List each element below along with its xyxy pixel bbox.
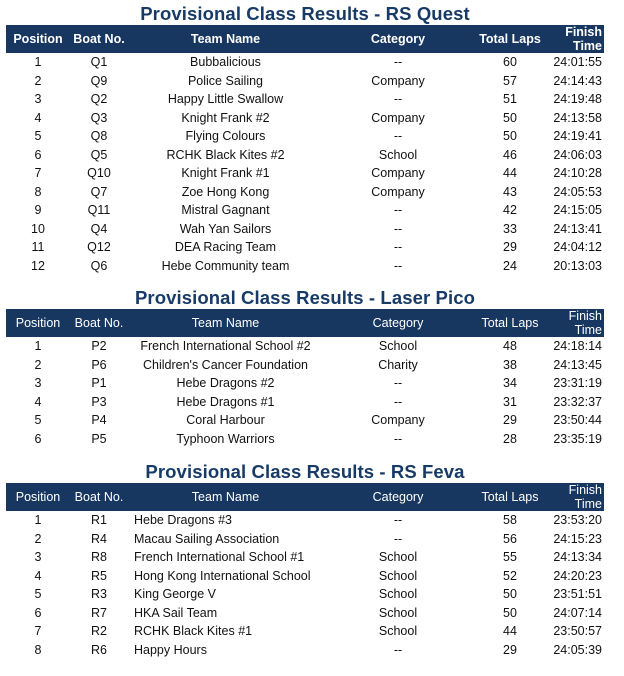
team-name-cell: Children's Cancer Foundation [143,357,308,372]
column-header-category: Category [372,490,424,504]
category-cell: -- [393,203,403,218]
category-cell: Company [371,166,425,181]
finish-time-cell: 23:31:19 [553,376,602,391]
total-laps-cell: 55 [503,550,517,565]
table-row [6,641,604,660]
boat-no-cell: R8 [91,550,107,565]
column-header-finish-time: Finish Time [568,309,602,337]
boat-no-cell: R4 [91,531,107,546]
team-name-cell: DEA Racing Team [174,240,277,255]
position-cell: 1 [34,55,42,70]
position-cell: 11 [31,240,45,255]
finish-time-cell: 24:13:45 [553,357,602,372]
position-cell: 3 [34,376,42,391]
column-header-total-laps: Total Laps [479,32,541,46]
team-name-cell: King George V [134,587,216,602]
position-cell: 7 [34,624,42,639]
table-row [6,72,604,91]
column-header-team-name: Team Name [191,490,260,504]
total-laps-cell: 42 [503,203,517,218]
total-laps-cell: 50 [503,587,517,602]
finish-time-cell: 24:15:23 [553,531,602,546]
boat-no-cell: Q5 [90,147,108,162]
rs-feva-results-section [6,461,604,659]
rs-quest-results-table [6,25,604,275]
table-row [6,511,604,530]
boat-no-cell: P6 [91,357,107,372]
table-row [6,146,604,165]
position-cell: 1 [34,513,42,528]
column-header-finish-time: Finish Time [565,25,602,53]
boat-no-cell: Q3 [90,110,108,125]
total-laps-cell: 58 [503,513,517,528]
category-cell: -- [393,513,403,528]
position-cell: 3 [34,92,42,107]
total-laps-cell: 24 [503,258,517,273]
category-cell: -- [393,394,403,409]
category-cell: -- [393,531,403,546]
finish-time-cell: 24:07:14 [553,605,602,620]
category-cell: School [378,624,418,639]
laser-pico-results-table [6,309,604,448]
team-name-cell: Knight Frank #2 [181,110,270,125]
team-name-cell: Happy Little Swallow [167,92,284,107]
column-header-total-laps: Total Laps [481,316,539,330]
table-row [6,220,604,239]
boat-no-cell: P1 [91,376,107,391]
position-cell: 3 [34,550,42,565]
total-laps-cell: 56 [503,531,517,546]
table-row [6,109,604,128]
table-row [6,585,604,604]
category-cell: Company [371,73,425,88]
finish-time-cell: 24:19:41 [553,129,602,144]
team-name-cell: Coral Harbour [186,413,265,428]
boat-no-cell: R2 [91,624,107,639]
team-name-cell: Hebe Community team [161,258,290,273]
boat-no-cell: P2 [91,339,107,354]
finish-time-cell: 24:01:55 [553,55,602,70]
table-row [6,393,604,412]
total-laps-cell: 46 [503,147,517,162]
table-row [6,622,604,641]
category-cell: -- [393,642,403,657]
table-row [6,567,604,586]
total-laps-cell: 60 [503,55,517,70]
finish-time-cell: 23:35:19 [553,431,602,446]
team-name-cell: Macau Sailing Association [134,531,280,546]
table-row [6,530,604,549]
table-row [6,548,604,567]
team-name-cell: French International School #1 [134,550,305,565]
column-header-category: Category [372,316,424,330]
column-header-position: Position [15,316,61,330]
table-row [6,53,604,72]
total-laps-cell: 29 [503,642,517,657]
boat-no-cell: Q1 [90,55,108,70]
position-cell: 4 [34,568,42,583]
column-header-finish-time: Finish Time [568,483,602,511]
category-cell: School [378,605,418,620]
team-name-cell: French International School #2 [140,339,311,354]
finish-time-cell: 24:10:28 [553,166,602,181]
team-name-cell: HKA Sail Team [134,605,218,620]
boat-no-cell: Q11 [87,203,111,218]
column-header-boat-no: Boat No. [73,32,125,46]
position-cell: 2 [34,73,42,88]
rs-feva-results-table [6,483,604,659]
finish-time-cell: 24:13:58 [553,110,602,125]
team-name-cell: Mistral Gagnant [181,203,270,218]
laser-pico-title: Provisional Class Results - Laser Pico [134,287,475,308]
table-header-row [6,483,604,511]
total-laps-cell: 29 [503,240,517,255]
finish-time-cell: 23:32:37 [553,394,602,409]
boat-no-cell: R5 [91,568,107,583]
column-header-team-name: Team Name [190,32,261,46]
table-row [6,356,604,375]
boat-no-cell: Q9 [90,73,108,88]
team-name-cell: RCHK Black Kites #2 [166,147,285,162]
boat-no-cell: Q8 [90,129,108,144]
team-name-cell: Flying Colours [185,129,266,144]
finish-time-cell: 24:04:12 [553,240,602,255]
column-header-total-laps: Total Laps [481,490,539,504]
table-row [6,430,604,449]
column-header-boat-no: Boat No. [74,490,124,504]
position-cell: 6 [34,605,42,620]
category-cell: Company [371,184,425,199]
position-cell: 8 [34,642,42,657]
total-laps-cell: 57 [503,73,517,88]
position-cell: 2 [34,357,42,372]
table-row [6,238,604,257]
total-laps-cell: 44 [503,624,517,639]
team-name-cell: Hebe Dragons #3 [134,513,232,528]
rs-feva-title: Provisional Class Results - RS Feva [145,461,465,482]
finish-time-cell: 24:06:03 [553,147,602,162]
column-header-boat-no: Boat No. [74,316,124,330]
position-cell: 5 [34,587,42,602]
category-cell: -- [393,55,403,70]
rs-quest-results-section [6,3,604,275]
category-cell: -- [393,431,403,446]
table-row [6,411,604,430]
table-header-row [6,309,604,337]
category-cell: Company [371,110,425,125]
finish-time-cell: 24:13:41 [553,221,602,236]
table-row [6,257,604,276]
category-cell: -- [393,129,403,144]
position-cell: 10 [31,221,45,236]
boat-no-cell: P3 [91,394,107,409]
team-name-cell: Bubbalicious [190,55,261,70]
position-cell: 8 [34,184,42,199]
category-cell: Company [371,413,425,428]
team-name-cell: Hebe Dragons #1 [176,394,275,409]
position-cell: 6 [34,147,42,162]
team-name-cell: Wah Yan Sailors [179,221,272,236]
column-header-position: Position [15,490,61,504]
finish-time-cell: 23:50:44 [553,413,602,428]
table-row [6,201,604,220]
total-laps-cell: 31 [503,394,517,409]
total-laps-cell: 48 [503,339,517,354]
position-cell: 7 [34,166,42,181]
team-name-cell: Happy Hours [134,642,207,657]
finish-time-cell: 24:14:43 [553,73,602,88]
table-row [6,164,604,183]
finish-time-cell: 24:13:34 [553,550,602,565]
total-laps-cell: 28 [503,431,517,446]
finish-time-cell: 24:18:14 [553,339,602,354]
boat-no-cell: P4 [91,413,107,428]
boat-no-cell: Q4 [90,221,108,236]
finish-time-cell: 23:53:20 [553,513,602,528]
total-laps-cell: 33 [503,221,517,236]
column-header-position: Position [13,32,63,46]
category-cell: -- [393,240,403,255]
team-name-cell: Typhoon Warriors [176,431,275,446]
finish-time-cell: 24:20:23 [553,568,602,583]
category-cell: -- [393,258,403,273]
category-cell: Charity [378,357,418,372]
boat-no-cell: R3 [91,587,107,602]
boat-no-cell: R7 [91,605,107,620]
position-cell: 5 [34,413,42,428]
total-laps-cell: 52 [503,568,517,583]
team-name-cell: Zoe Hong Kong [181,184,270,199]
category-cell: School [378,587,418,602]
total-laps-cell: 44 [503,166,517,181]
finish-time-cell: 24:05:53 [553,184,602,199]
position-cell: 4 [34,394,42,409]
category-cell: -- [393,376,403,391]
table-row [6,374,604,393]
position-cell: 6 [34,431,42,446]
category-cell: -- [393,92,403,107]
table-row [6,604,604,623]
boat-no-cell: R1 [91,513,107,528]
rs-quest-title: Provisional Class Results - RS Quest [140,3,470,24]
category-cell: School [378,339,418,354]
boat-no-cell: Q10 [87,166,111,181]
table-row [6,127,604,146]
category-cell: -- [393,221,403,236]
position-cell: 5 [34,129,42,144]
boat-no-cell: Q7 [90,184,108,199]
boat-no-cell: Q2 [90,92,108,107]
total-laps-cell: 51 [503,92,517,107]
table-row [6,337,604,356]
team-name-cell: RCHK Black Kites #1 [134,624,253,639]
total-laps-cell: 43 [503,184,517,199]
team-name-cell: Hong Kong International School [134,568,311,583]
table-row [6,183,604,202]
position-cell: 2 [34,531,42,546]
finish-time-cell: 23:51:51 [553,587,602,602]
finish-time-cell: 24:19:48 [553,92,602,107]
position-cell: 1 [34,339,42,354]
team-name-cell: Police Sailing [187,73,264,88]
finish-time-cell: 24:15:05 [553,203,602,218]
boat-no-cell: P5 [91,431,107,446]
table-row [6,90,604,109]
laser-pico-results-section [6,287,604,448]
boat-no-cell: Q12 [87,240,111,255]
finish-time-cell: 23:50:57 [553,624,602,639]
total-laps-cell: 38 [503,357,517,372]
total-laps-cell: 50 [503,605,517,620]
table-header-row [6,25,604,53]
total-laps-cell: 50 [503,110,517,125]
team-name-cell: Hebe Dragons #2 [176,376,275,391]
boat-no-cell: Q6 [90,258,108,273]
finish-time-cell: 20:13:03 [553,258,602,273]
total-laps-cell: 34 [503,376,517,391]
category-cell: School [378,550,418,565]
position-cell: 12 [31,258,45,273]
position-cell: 9 [34,203,42,218]
position-cell: 4 [34,110,42,125]
category-cell: School [378,568,418,583]
total-laps-cell: 50 [503,129,517,144]
total-laps-cell: 29 [503,413,517,428]
team-name-cell: Knight Frank #1 [181,166,270,181]
column-header-category: Category [370,32,426,46]
category-cell: School [378,147,418,162]
finish-time-cell: 24:05:39 [553,642,602,657]
column-header-team-name: Team Name [191,316,260,330]
boat-no-cell: R6 [91,642,107,657]
